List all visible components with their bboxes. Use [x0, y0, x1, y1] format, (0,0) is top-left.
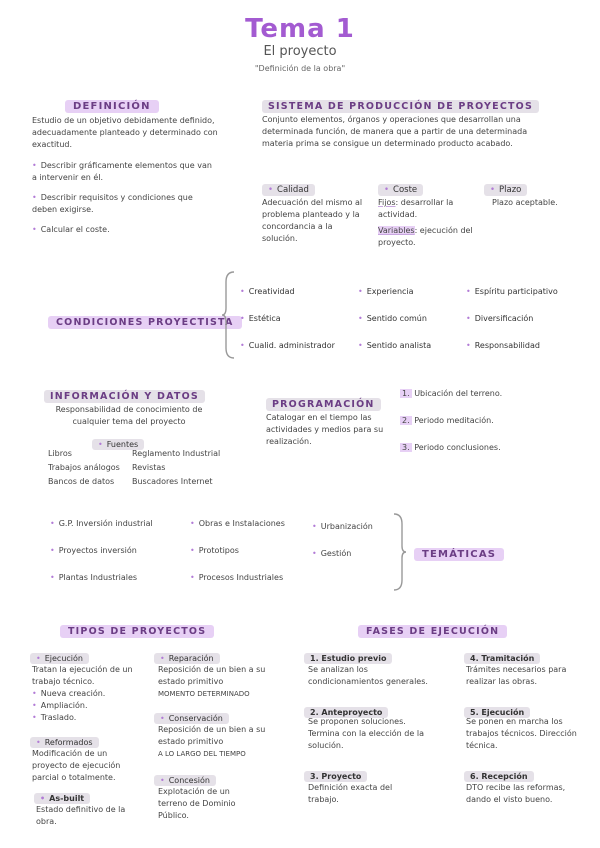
step-text: Periodo conclusiones.	[414, 443, 501, 452]
fase-label: 6. Recepción	[464, 771, 534, 782]
list-item: • Describir requisitos y condiciones que deben exigirse.	[32, 192, 217, 216]
step-text: Periodo meditación.	[414, 416, 494, 425]
fase-label-wrap	[464, 764, 534, 783]
asbuilt-text: Estado definitivo de la obra.	[36, 805, 126, 826]
list-item: • Nueva creación.	[32, 688, 105, 700]
tematica-item: • Proyectos inversión	[50, 545, 137, 557]
fuentes-item: Libros	[48, 449, 72, 458]
reparacion-label: • Reparación	[154, 653, 220, 664]
step-text: Ubicación del terreno.	[414, 389, 503, 398]
step-number: 3.	[402, 443, 410, 452]
tematicas-heading: TEMÁTICAS	[414, 548, 504, 561]
fase-label-wrap	[464, 646, 540, 665]
fuentes-item: Buscadores Internet	[132, 477, 213, 486]
fuentes-item: Revistas	[132, 463, 166, 472]
tematica-item: • Prototipos	[190, 545, 239, 557]
fase-label: 3. Proyecto	[304, 771, 367, 782]
fuentes-item: Bancos de datos	[48, 477, 115, 486]
definicion-bullets	[32, 160, 217, 236]
conservacion-label-wrap	[154, 706, 229, 725]
list-item: • Describir gráficamente elementos que van a intervenir en él.	[32, 160, 217, 184]
informacion-heading-wrap	[44, 384, 205, 403]
concesion-label: • Concesión	[154, 775, 216, 786]
tematica-item: • Procesos Industriales	[190, 572, 283, 584]
conservacion-caps: A LO LARGO DEL TIEMPO	[158, 750, 246, 758]
condicion-item: • Diversificación	[466, 314, 533, 323]
condicion-item: • Sentido analista	[358, 341, 431, 350]
reformados-label-wrap	[30, 730, 99, 749]
ejecucion-bullets	[32, 688, 105, 724]
reformados-text: Modificación de un proyecto de ejecución parcial o totalmente.	[32, 749, 121, 782]
page-title: Tema 1	[245, 14, 355, 44]
ejecucion-label: • Ejecución	[30, 653, 89, 664]
tematica-item: • Plantas Industriales	[50, 572, 137, 584]
concesion-text: Explotación de un terreno de Dominio Público.	[158, 787, 236, 820]
programacion-step	[400, 388, 502, 400]
reparacion-caps: MOMENTO DETERMINADO	[158, 690, 250, 698]
fase-label-wrap	[304, 764, 367, 783]
page-subtitle: El proyecto	[263, 44, 337, 59]
coste-label-wrap	[378, 177, 423, 196]
fase-text: Definición exacta del trabajo.	[308, 783, 393, 804]
coste-variables-text: : ejecución del proyecto.	[378, 226, 473, 247]
condiciones-heading-wrap	[48, 310, 242, 329]
fase-label-wrap	[304, 646, 392, 665]
page-quote: "Definición de la obra"	[254, 64, 346, 73]
step-number: 2.	[402, 416, 410, 425]
calidad-text: Adecuación del mismo al problema planteado y la concordancia a la solución.	[262, 198, 363, 243]
fase-label: 1. Estudio previo	[304, 653, 392, 664]
fase-text: DTO recibe las reformas, dando el visto bueno.	[466, 783, 566, 804]
asbuilt-label-wrap	[34, 786, 90, 805]
reparacion-text: Reposición de un bien a su estado primitivo	[158, 665, 266, 686]
step-number: 1.	[402, 389, 410, 398]
ejecucion-text: Tratan la ejecución de un trabajo técnico.	[32, 665, 133, 686]
list-item: • Traslado.	[32, 712, 105, 724]
fase-label: 2. Anteproyecto	[304, 707, 388, 718]
coste-fijos-label: Fijos	[378, 198, 396, 207]
fuentes-item: Reglamento Industrial	[132, 449, 221, 458]
condiciones-brace	[222, 270, 236, 360]
condicion-item: • Espíritu participativo	[466, 287, 558, 296]
fase-text: Trámites necesarios para realizar las obras.	[466, 665, 567, 686]
sistema-text: Conjunto elementos, órganos y operaciones que desarrollan una determinada función, de manera que a partir de una determinada materia prima se consigue un determinado producto acabado.	[262, 115, 528, 148]
coste-label: • Coste	[378, 184, 423, 196]
asbuilt-label: • As-built	[34, 793, 90, 804]
coste-fijos-text: : desarrollar la actividad.	[378, 198, 454, 219]
fase-text: Se ponen en marcha los trabajos técnicos. Dirección técnica.	[466, 717, 577, 750]
list-item: • Calcular el coste.	[32, 224, 217, 236]
ejecucion-label-wrap	[30, 646, 89, 665]
informacion-text: Responsabilidad de conocimiento de cualquier tema del proyecto	[55, 405, 203, 426]
plazo-label: • Plazo	[484, 184, 527, 196]
condicion-item: • Cualid. administrador	[240, 341, 335, 350]
programacion-text: Catalogar en el tiempo las actividades y medios para su realización.	[266, 413, 384, 446]
conservacion-label: • Conservación	[154, 713, 229, 724]
informacion-heading: INFORMACIÓN Y DATOS	[44, 390, 205, 403]
definicion-text: Estudio de un objetivo debidamente definido, adecuadamente planteado y determinado con exactitud.	[32, 116, 218, 149]
plazo-label-wrap	[484, 177, 527, 196]
sistema-heading-wrap	[262, 94, 539, 113]
fuentes-label: • Fuentes	[92, 439, 144, 450]
coste-fijos	[378, 197, 478, 221]
plazo-text: Plazo aceptable.	[492, 198, 558, 207]
programacion-heading-wrap	[266, 392, 381, 411]
reparacion-label-wrap	[154, 646, 220, 665]
sistema-heading: SISTEMA DE PRODUCCIÓN DE PROYECTOS	[262, 100, 539, 113]
condicion-item: • Experiencia	[358, 287, 414, 296]
programacion-heading: PROGRAMACIÓN	[266, 398, 381, 411]
tematicas-brace	[392, 512, 406, 592]
tematica-item: • Obras e Instalaciones	[190, 518, 285, 530]
tematica-item: • G.P. Inversión industrial	[50, 518, 153, 530]
programacion-step	[400, 415, 494, 427]
fase-text: Se analizan los condicionamientos generales.	[308, 665, 428, 686]
fases-heading: FASES DE EJECUCIÓN	[358, 625, 507, 638]
condicion-item: • Sentido común	[358, 314, 427, 323]
list-item: • Ampliación.	[32, 700, 105, 712]
calidad-label-wrap	[262, 177, 315, 196]
fuentes-item: Trabajos análogos	[48, 463, 120, 472]
tipos-heading-wrap	[60, 619, 214, 638]
tematica-item: • Gestión	[312, 548, 351, 560]
condicion-item: • Responsabilidad	[466, 341, 540, 350]
programacion-step	[400, 442, 501, 454]
definicion-heading-wrap	[65, 94, 159, 113]
fase-text: Se proponen soluciones. Termina con la elección de la solución.	[308, 717, 424, 750]
conservacion-text: Reposición de un bien a su estado primitivo	[158, 725, 266, 746]
condicion-item: • Estética	[240, 314, 281, 323]
definicion-heading: DEFINICIÓN	[65, 100, 159, 113]
condiciones-heading: CONDICIONES PROYECTISTA	[48, 316, 242, 329]
coste-variables	[378, 225, 478, 249]
fase-label: 4. Tramitación	[464, 653, 540, 664]
coste-variables-label: Variables	[378, 226, 415, 235]
condicion-item: • Creatividad	[240, 287, 295, 296]
tipos-heading: TIPOS DE PROYECTOS	[60, 625, 214, 638]
fase-label: 5. Ejecución	[464, 707, 530, 718]
concesion-label-wrap	[154, 768, 216, 787]
tematica-item: • Urbanización	[312, 521, 373, 533]
calidad-label: • Calidad	[262, 184, 315, 196]
reformados-label: • Reformados	[30, 737, 99, 748]
tematicas-heading-wrap	[414, 542, 504, 561]
fases-heading-wrap	[358, 619, 507, 638]
